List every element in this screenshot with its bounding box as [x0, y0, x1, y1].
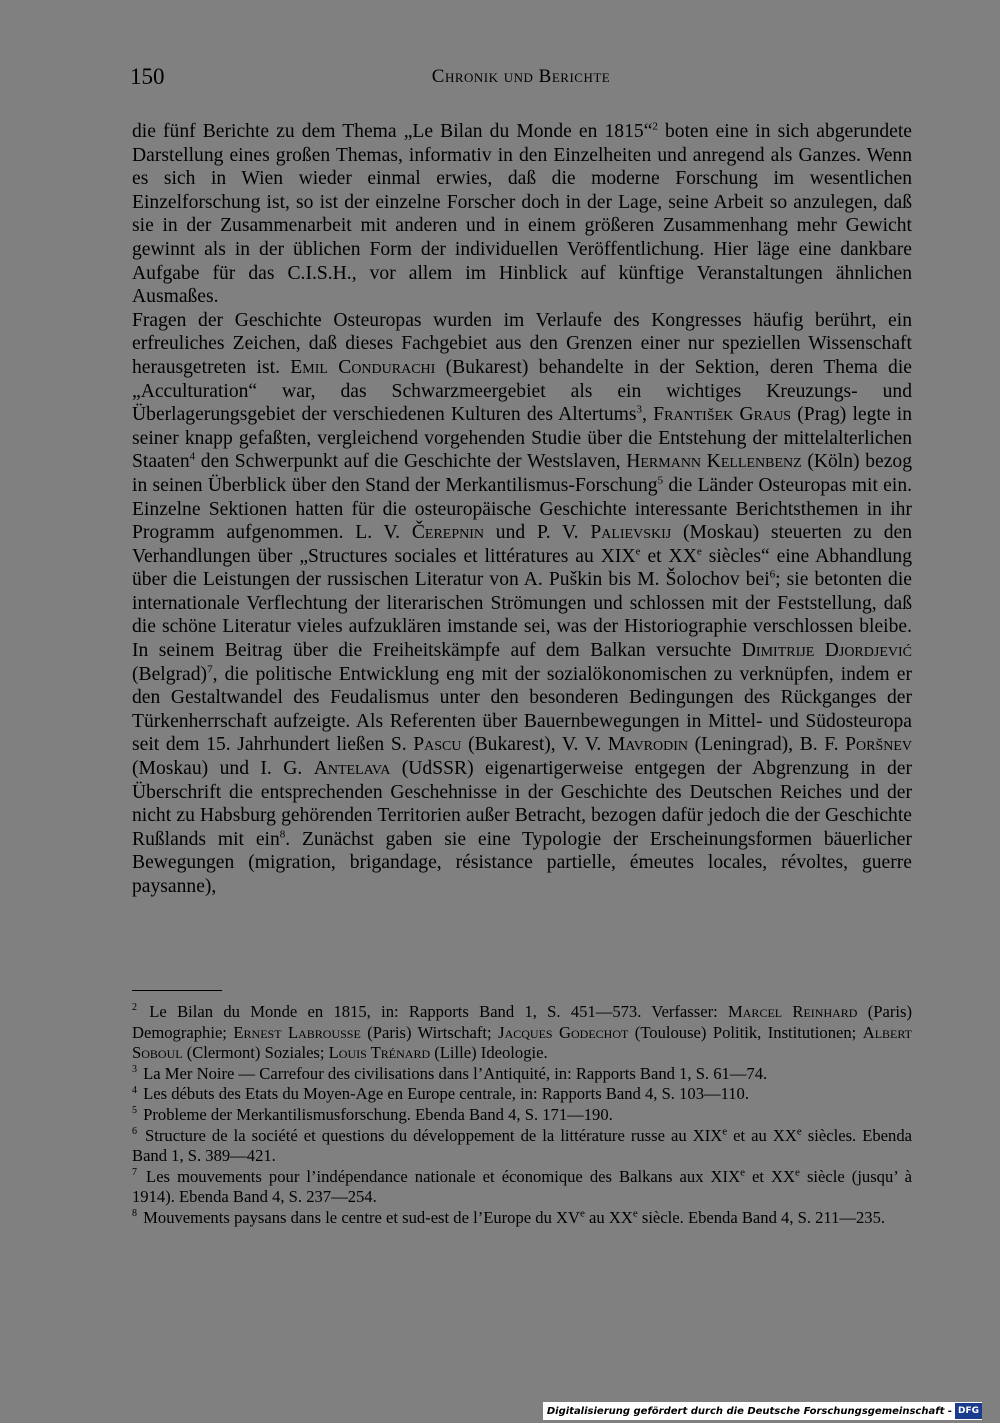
running-head: Chronik und Berichte — [431, 66, 611, 87]
text-run: , die politische Entwicklung eng mit der sozialökonomischen zu verknüpfen, indem er den Gestaltwandel des Feudalismus unter den besonderen Bedingungen des Rückganges der Türkenherrschaft aufzeigte. Als Referenten über Bauernbewegungen in Mittel- und Südosteuropa seit dem 15. Jahrhundert ließen S. — [132, 663, 912, 756]
author-name: Jacques Godechot — [498, 1022, 629, 1042]
author-name: František Graus — [653, 404, 792, 426]
text-run: Fragen der Geschichte Osteuropas wurden im Verlaufe des Kongresses häufig berührt, ein erfreuliches Zeichen, daß dieses Fachgebiet aus den Grenzen einer nur speziellen Wissenschaft herausgetreten ist. — [132, 309, 912, 378]
text-run: siècle. Ebenda Band 4, S. 211—235. — [637, 1207, 886, 1227]
superscript: e — [796, 1125, 802, 1138]
footnote-2 — [132, 1002, 912, 1064]
author-name: Mavrodin — [607, 734, 689, 756]
superscript: e — [722, 1125, 728, 1138]
text-run: Le Bilan du Monde en 1815, in: Rapports Band 1, S. 451—573. Verfasser: — [139, 1002, 729, 1021]
text-run: (Belgrad) — [132, 663, 208, 685]
footnote-8 — [132, 1208, 912, 1229]
text-run: siècles“ eine Abhandlung über die Leistungen der russischen Literatur von A. Puškin bis M. Šolochov bei — [132, 545, 912, 591]
text-run: die fünf Berichte zu dem Thema „Le Bilan du Monde en 1815“ — [132, 121, 653, 142]
author-name: Albert Soboul — [132, 1022, 912, 1063]
paragraph-1 — [132, 120, 912, 309]
text-run: et XX — [640, 545, 697, 567]
text-run: ; sie betonten die internationale Verflechtung der literarischen Strömungen und schlossen mit der Feststellung, daß die schöne Literatur vieles aufzuklären imstande sei, was der Historiographie verschlossen bleibe. In seinem Beitrag über die Freiheitskämpfe auf dem Balkan versuchte — [132, 569, 912, 662]
text-run: (Prag) legte in seiner knapp gefaßten, vergleichend vorgehenden Studie über die Entstehung der mittelalterlichen Staaten — [132, 404, 913, 473]
text-run: Mouvements paysans dans le centre et sud-est de l’Europe du XV — [139, 1207, 580, 1227]
text-run: und P. V. — [484, 522, 591, 544]
footnote-ref: 3 — [636, 403, 643, 416]
superscript: e — [580, 1207, 585, 1220]
text-run: Les débuts des Etats du Moyen-Age en Europe centrale, in: Rapports Band 4, S. 103—110. — [139, 1084, 750, 1104]
text-run: au XX — [584, 1207, 633, 1227]
paragraph-2 — [132, 309, 912, 899]
text-run: Les mouvements pour l’indépendance nationale et économique des Balkans aux XIX — [139, 1166, 741, 1186]
text-run: (UdSSR) eigenartigerweise entgegen der Abgrenzung in der Überschrift die entsprechenden Geschehnisse in der Geschichte des Deutschen Reiches und der nicht zu Habsburg gehörenden Territorien außer Betracht, bezogen dafür jedoch die der Geschichte Rußlands mit ein — [132, 758, 912, 850]
footnote-ref: 8 — [279, 828, 286, 841]
body-text — [132, 120, 912, 899]
dfg-logo: DFG — [955, 1403, 982, 1419]
footnote-number: 8 — [132, 1208, 137, 1220]
text-run: , — [642, 404, 654, 426]
footnote-4 — [132, 1084, 912, 1105]
text-run: den Schwerpunkt auf die Geschichte der Westslaven, — [195, 451, 627, 473]
text-run: (Lille) Ideologie. — [430, 1043, 548, 1063]
text-run: Probleme der Merkantilismusforschung. Ebenda Band 4, S. 171—190. — [139, 1104, 613, 1124]
author-name: Pascu — [413, 734, 462, 756]
text-run: siècle (jusqu’ à 1914). Ebenda Band 4, S. 237—254. — [132, 1166, 912, 1207]
author-name: Ernest Labrousse — [233, 1022, 361, 1042]
author-name: Čerepnin — [411, 522, 485, 544]
author-name: Hermann Kellenbenz — [626, 451, 802, 473]
author-name: Palievskij — [590, 522, 672, 544]
footnote-5 — [132, 1105, 912, 1126]
superscript: e — [740, 1166, 745, 1179]
digitization-credit-bar — [543, 1402, 982, 1420]
text-run: (Paris) Demographie; — [132, 1002, 913, 1042]
text-run: (Clermont) Soziales; — [182, 1043, 329, 1063]
footnote-ref: 5 — [657, 474, 664, 487]
text-run: . Zunächst gaben sie eine Typologie der Erscheinungsformen bäuerlicher Bewegungen (migration, brigandage, résistance partielle, émeutes locales, révoltes, guerre paysanne), — [132, 828, 913, 897]
footnote-ref: 6 — [769, 568, 776, 581]
text-run: (Bukarest) behandelte in der Sektion, deren Thema die „Acculturation“ war, das Schwarzmeergebiet als ein wichtiges Kreuzungs- und Überlagerungsgebiet der verschiedenen Kulturen des Altertums — [132, 356, 912, 426]
digitization-credit: Digitalisierung gefördert durch die Deutsche Forschungsgemeinschaft - — [546, 1405, 952, 1417]
footnote-number: 3 — [132, 1064, 137, 1076]
author-name: Antelava — [313, 758, 391, 780]
author-name: Louis Trénard — [328, 1043, 431, 1063]
superscript: e — [795, 1166, 800, 1179]
footnote-number: 4 — [132, 1084, 137, 1096]
footnote-number: 5 — [132, 1105, 137, 1117]
text-run: die Länder Osteuropas mit ein. Einzelne Sektionen hatten für die osteuropäische Geschichte interessante Berichtsthemen in ihr Programm aufgenommen. L. V. — [132, 474, 913, 544]
footnote-ref: 2 — [652, 120, 658, 133]
superscript: e — [632, 1207, 638, 1220]
author-name: Marcel Reinhard — [728, 1002, 858, 1021]
footnote-ref: 4 — [189, 450, 196, 463]
text-run: La Mer Noire — Carrefour des civilisations dans l’Antiquité, in: Rapports Band 1, S. 61—74. — [139, 1063, 768, 1083]
text-run: boten eine in sich abgerundete Darstellung eines großen Themas, informativ in den Einzelheiten und anregend als Ganzes. Wenn es sich in Wien wieder einmal erwies, daß die moderne Forschung im wesentlichen Einzelforschung ist, so ist der einzelne Forscher doch in der Lage, seine Arbeit so anzulegen, daß sie in der Zusammenarbeit mit anderen und in einem größeren Zusammenhang mehr Gewicht gewinnt als in der üblichen Form der individuellen Veröffentlichung. Hier läge eine dankbare Aufgabe für das C.I.S.H., vor allem im Hinblick auf künftige Veranstaltungen ähnlichen Ausmaßes. — [132, 121, 912, 308]
footnote-7 — [132, 1167, 912, 1208]
footnotes — [132, 1002, 912, 1229]
footnote-number: 2 — [132, 1002, 137, 1014]
superscript: e — [696, 545, 702, 558]
page-number: 150 — [130, 64, 165, 89]
text-run: et au XX — [727, 1125, 797, 1145]
footnote-number: 6 — [132, 1126, 137, 1138]
text-run: et XX — [744, 1166, 796, 1186]
footnote-3 — [132, 1064, 912, 1085]
author-name: Dimitrije Djordjević — [741, 640, 912, 662]
page-header — [130, 64, 912, 98]
superscript: e — [635, 545, 641, 558]
footnote-ref: 7 — [207, 663, 213, 676]
text-run: (Paris) Wirtschaft; — [360, 1022, 499, 1042]
text-run: (Moskau) und I. G. — [132, 758, 314, 780]
text-run: (Moskau) steuerten zu den Verhandlungen über „Structures sociales et littératures au XIX — [132, 522, 912, 567]
author-name: Poršnev — [845, 734, 912, 756]
text-run: Structure de la société et questions du développement de la littérature russe au XIX — [139, 1125, 723, 1145]
footnote-6 — [132, 1126, 912, 1167]
text-run: (Bukarest), V. V. — [461, 734, 608, 756]
text-run: (Toulouse) Politik, Institutionen; — [628, 1022, 863, 1042]
text-run: siècles. Ebenda Band 1, S. 389—421. — [132, 1125, 912, 1166]
text-run: (Köln) bezog in seinen Überblick über den Stand der Merkantilismus-Forschung — [132, 451, 912, 496]
text-run: (Leningrad), B. F. — [688, 734, 846, 756]
footnote-number: 7 — [132, 1167, 137, 1179]
author-name: Emil Condurachi — [290, 356, 436, 378]
footnote-divider — [132, 990, 222, 991]
